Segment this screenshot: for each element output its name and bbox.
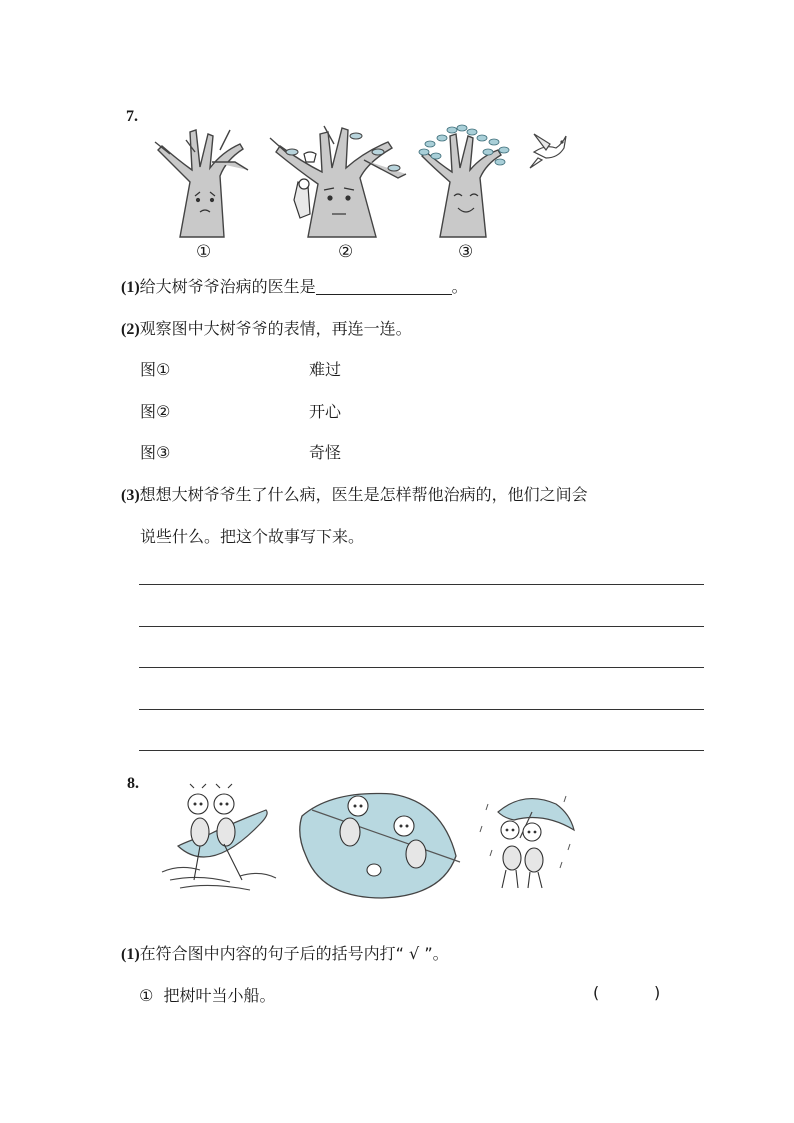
- match-right-3[interactable]: 奇怪: [309, 443, 342, 462]
- q7-sub1-num: (1): [121, 279, 140, 296]
- q7-sub1-text: 给大树爷爷治病的医生是: [139, 277, 316, 296]
- writing-line[interactable]: [139, 584, 704, 585]
- match-left-2[interactable]: 图②: [140, 402, 171, 421]
- match-left-1[interactable]: 图①: [140, 360, 171, 379]
- q7-sub3: [121, 482, 588, 505]
- q7-sub1: [121, 274, 468, 297]
- answer-paren-close[interactable]: ): [654, 983, 661, 1002]
- answer-blank[interactable]: [316, 278, 452, 295]
- tree-sad-illustration: [150, 122, 260, 240]
- ants-leaf-boat-illustration: [160, 784, 280, 894]
- q8-item1-text: 把树叶当小船。: [163, 986, 276, 1005]
- ants-leaf-umbrella-illustration: [474, 790, 578, 894]
- question-8-number: 8.: [127, 775, 139, 792]
- q7-sub1-tail: 。: [451, 277, 468, 296]
- tree-happy-illustration: [416, 122, 516, 240]
- q7-sub2-text: 观察图中大树爷爷的表情，再连一连。: [139, 319, 412, 338]
- caption-3: ③: [458, 242, 474, 262]
- q7-sub3-line2: 说些什么。把这个故事写下来。: [140, 527, 365, 546]
- question-7-number: 7.: [126, 108, 138, 125]
- q7-sub2: [121, 316, 412, 339]
- q8-sub1-num: (1): [121, 946, 140, 963]
- match-right-2[interactable]: 开心: [309, 402, 342, 421]
- q7-sub3-num: (3): [121, 487, 140, 504]
- tree-woodpecker-illustration: [268, 122, 410, 240]
- q8-item1-num: ①: [139, 986, 154, 1005]
- q7-sub3-line1: 想想大树爷爷生了什么病，医生是怎样帮他治病的，他们之间会: [139, 485, 588, 504]
- q7-sub2-num: (2): [121, 321, 140, 338]
- match-left-3[interactable]: 图③: [140, 443, 171, 462]
- ants-big-leaf-illustration: [292, 786, 460, 902]
- q8-sub1-text: 在符合图中内容的句子后的括号内打“ √ ”。: [139, 944, 449, 963]
- caption-2: ②: [338, 242, 354, 262]
- q8-sub1: [121, 941, 449, 964]
- writing-line[interactable]: [139, 750, 704, 751]
- match-right-1[interactable]: 难过: [309, 360, 342, 379]
- writing-line[interactable]: [139, 667, 704, 668]
- bird-icon: [524, 124, 572, 174]
- writing-line[interactable]: [139, 626, 704, 627]
- writing-line[interactable]: [139, 709, 704, 710]
- answer-paren-open[interactable]: (: [593, 983, 600, 1002]
- q8-item1: [139, 983, 276, 1006]
- caption-1: ①: [196, 242, 212, 262]
